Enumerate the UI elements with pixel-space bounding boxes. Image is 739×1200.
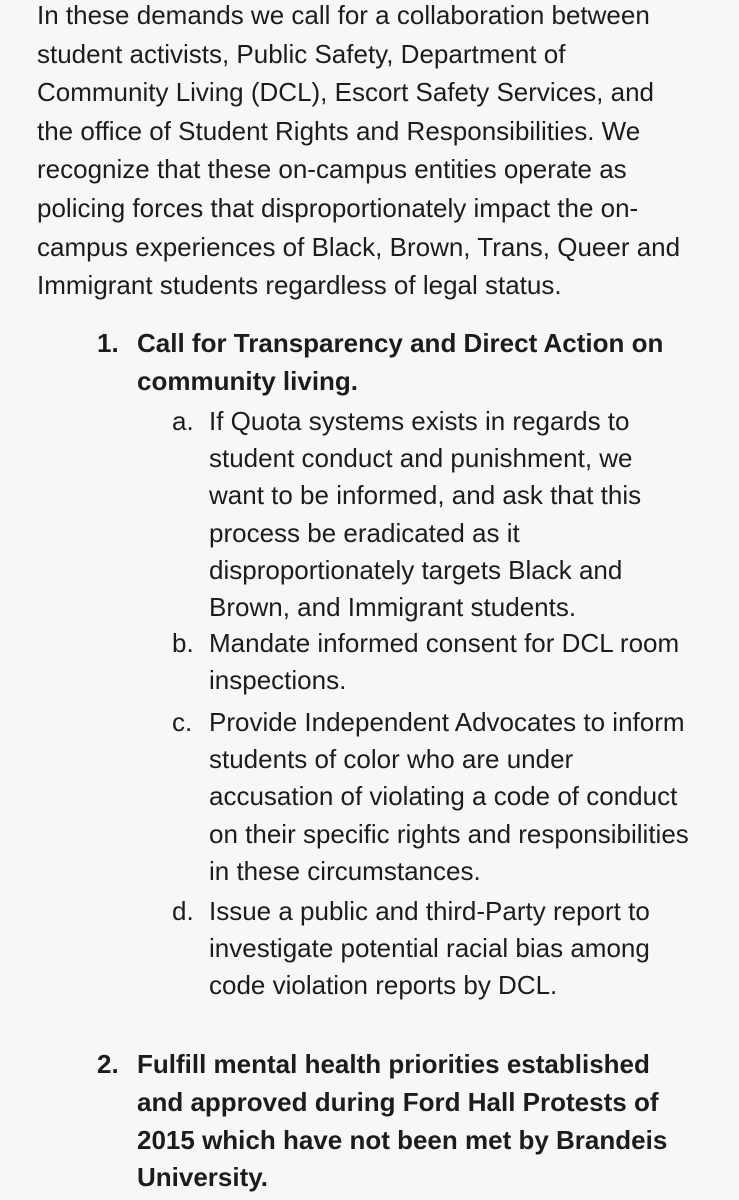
demand-number: 1.	[97, 328, 119, 358]
subitem-letter: b.	[172, 628, 194, 658]
subitem-text	[209, 893, 719, 1005]
subitem-line: accusation of violating a code of conduct	[209, 781, 678, 812]
subitem-line: process be eradicated as it	[209, 517, 520, 548]
demand-title	[137, 1046, 717, 1197]
subitem-letter: c.	[172, 707, 193, 737]
subitem-line: Mandate informed consent for DCL room	[209, 628, 680, 658]
intro-paragraph	[37, 0, 727, 305]
subitem-letter: a.	[172, 406, 194, 436]
demand-title	[137, 325, 707, 400]
subitem-line: on their specific rights and responsibilities	[209, 818, 689, 849]
subitem-text	[209, 625, 719, 699]
subitem-line: Brown, and Immigrant students.	[209, 592, 577, 623]
intro-line: the office of Student Rights and Responsibilities. We	[37, 115, 641, 146]
intro-line: campus experiences of Black, Brown, Trans, Queer and	[37, 231, 681, 262]
intro-line: recognize that these on-campus entities operate as	[37, 154, 627, 185]
subitem-line: Provide Independent Advocates to inform	[209, 707, 685, 737]
intro-line: student activists, Public Safety, Department of	[37, 38, 566, 69]
intro-line: Community Living (DCL), Escort Safety Services, and	[37, 77, 654, 108]
subitem-line: want to be informed, and ask that this	[209, 480, 642, 511]
subitem-line: code violation reports by DCL.	[209, 970, 558, 1001]
demand-title-line: 2015 which have not been met by Brandeis	[137, 1124, 668, 1155]
subitem-line: disproportionately targets Black and	[209, 554, 623, 585]
demand-title-line: and approved during Ford Hall Protests of	[137, 1086, 659, 1117]
intro-line: Immigrant students regardless of legal status.	[37, 270, 562, 301]
subitem-line: Issue a public and third-Party report to	[209, 896, 650, 926]
subitem-line: If Quota systems exists in regards to	[209, 406, 630, 436]
demand-title-line: Call for Transparency and Direct Action on	[137, 328, 664, 358]
subitem-letter: d.	[172, 896, 194, 926]
demand-number: 2.	[97, 1049, 119, 1079]
subitem-line: student conduct and punishment, we	[209, 443, 633, 474]
intro-line: In these demands we call for a collaboration between	[37, 0, 650, 30]
subitem-line: investigate potential racial bias among	[209, 933, 650, 964]
subitem-text	[209, 403, 719, 626]
demand-title-line: University.	[137, 1162, 269, 1193]
subitem-line: students of color who are under	[209, 744, 574, 775]
intro-line: policing forces that disproportionately impact the on-	[37, 192, 639, 223]
subitem-line: inspections.	[209, 665, 347, 696]
subitem-line: in these circumstances.	[209, 855, 481, 886]
demand-title-line: community living.	[137, 365, 359, 396]
subitem-text	[209, 704, 719, 890]
demand-title-line: Fulfill mental health priorities established	[137, 1049, 650, 1079]
